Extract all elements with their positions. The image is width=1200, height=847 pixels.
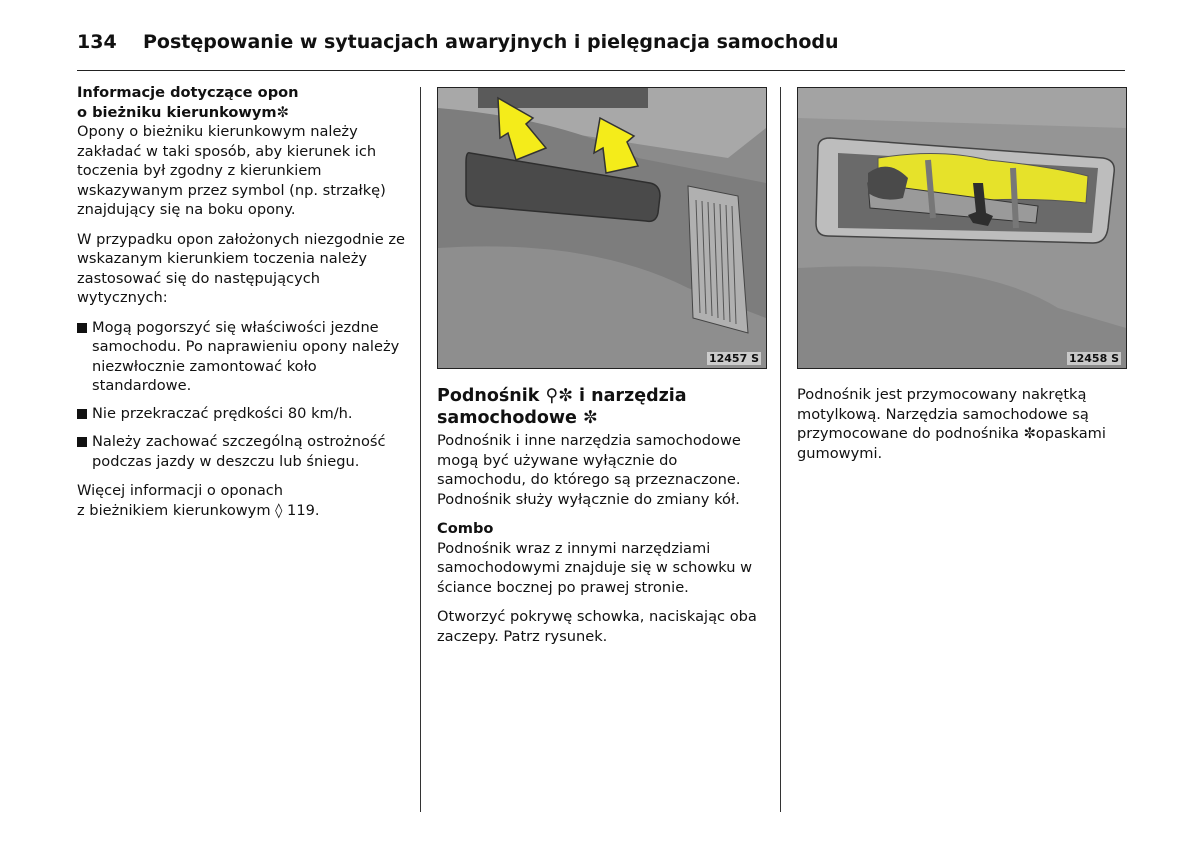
combo-location-paragraph: Podnośnik wraz z innymi narzędziami samochodowymi znajduje się w schowku w ściance bocznej po prawej stronie. xyxy=(437,539,753,596)
middle-column xyxy=(437,385,767,656)
page-title: Postępowanie w sytuacjach awaryjnych i pielęgnacja samochodu xyxy=(143,31,839,53)
jack-tools-heading-part1: Podnośnik xyxy=(437,386,540,406)
more-info-reference xyxy=(77,481,407,520)
page-header xyxy=(77,28,1125,71)
figure-jack-storage xyxy=(797,87,1127,369)
list-item xyxy=(77,432,407,471)
asterisk-icon: ✼ xyxy=(276,103,289,121)
tire-guidelines-paragraph: W przypadku opon założonych niezgodnie ze wskazanym kierunkiem toczenia należy zastosować się do następujących wytycznych: xyxy=(77,230,406,306)
page-number: 134 xyxy=(77,31,117,53)
jack-usage-paragraph: Podnośnik i inne narzędzia samochodowe mogą być używane wyłącznie do samochodu, do którego są przeznaczone. Podnośnik służy wyłącznie do zmiany kół. xyxy=(437,432,741,508)
column-divider xyxy=(780,87,781,812)
page-reference-icon: ◊ xyxy=(275,501,283,519)
square-bullet-icon xyxy=(77,318,92,396)
tire-info-heading xyxy=(77,83,407,122)
jack-mounting-text: Podnośnik jest przymocowany nakrętką motylkową. Narzędzia samochodowe są przymocowane do podnośnika xyxy=(797,386,1089,442)
jack-tools-heading-line2: samochodowe xyxy=(437,408,577,428)
list-item-text: Nie przekraczać prędkości 80 km/h. xyxy=(92,404,353,422)
left-column xyxy=(77,83,407,520)
figure-code: 12458 S xyxy=(1068,352,1119,365)
open-cover-paragraph: Otworzyć pokrywę schowka, naciskając oba zaczepy. Patrz rysunek. xyxy=(437,608,757,645)
jack-tools-heading xyxy=(437,385,767,429)
asterisk-icon: ✼ xyxy=(1023,425,1036,442)
jack-asterisk-icon: ⚲✼ xyxy=(545,386,573,406)
list-item-text: Mogą pogorszyć się właściwości jezdne samochodu. Po naprawieniu opony należy niezwłocznie zamontować koło standardowe. xyxy=(92,318,400,394)
more-info-line2: z bieżnikiem kierunkowym xyxy=(77,501,271,519)
list-item xyxy=(77,404,407,425)
tire-info-heading-line1: Informacje dotyczące opon xyxy=(77,84,299,101)
page-reference-link[interactable]: 119. xyxy=(287,501,320,519)
column-divider xyxy=(420,87,421,812)
jack-mounting-paragraph xyxy=(797,385,1127,463)
figure-storage-cover xyxy=(437,87,767,369)
square-bullet-icon xyxy=(77,432,92,471)
more-info-line1: Więcej informacji o oponach xyxy=(77,482,284,499)
jack-tools-heading-part2: i narzędzia xyxy=(579,386,687,406)
tire-info-heading-line2: o bieżniku kierunkowym xyxy=(77,103,277,121)
square-bullet-icon xyxy=(77,404,92,425)
right-column xyxy=(797,385,1127,473)
combo-subheading: Combo xyxy=(437,520,494,537)
jack-mounting-text-end: opaskami gumowymi. xyxy=(797,425,1106,462)
list-item xyxy=(77,318,407,396)
jack-storage-illustration xyxy=(798,88,1126,368)
asterisk-icon: ✼ xyxy=(583,408,598,428)
figure-code: 12457 S xyxy=(708,352,759,365)
tire-info-paragraph: Opony o bieżniku kierunkowym należy zakładać w taki sposób, aby kierunek ich toczenia był zgodny z kierunkiem wskazywanym przez symbol (np. strzałkę) znajdujący się na boku opony. xyxy=(77,123,386,218)
list-item-text: Należy zachować szczególną ostrożność podczas jazdy w deszczu lub śniegu. xyxy=(92,433,386,470)
storage-cover-illustration xyxy=(438,88,766,368)
